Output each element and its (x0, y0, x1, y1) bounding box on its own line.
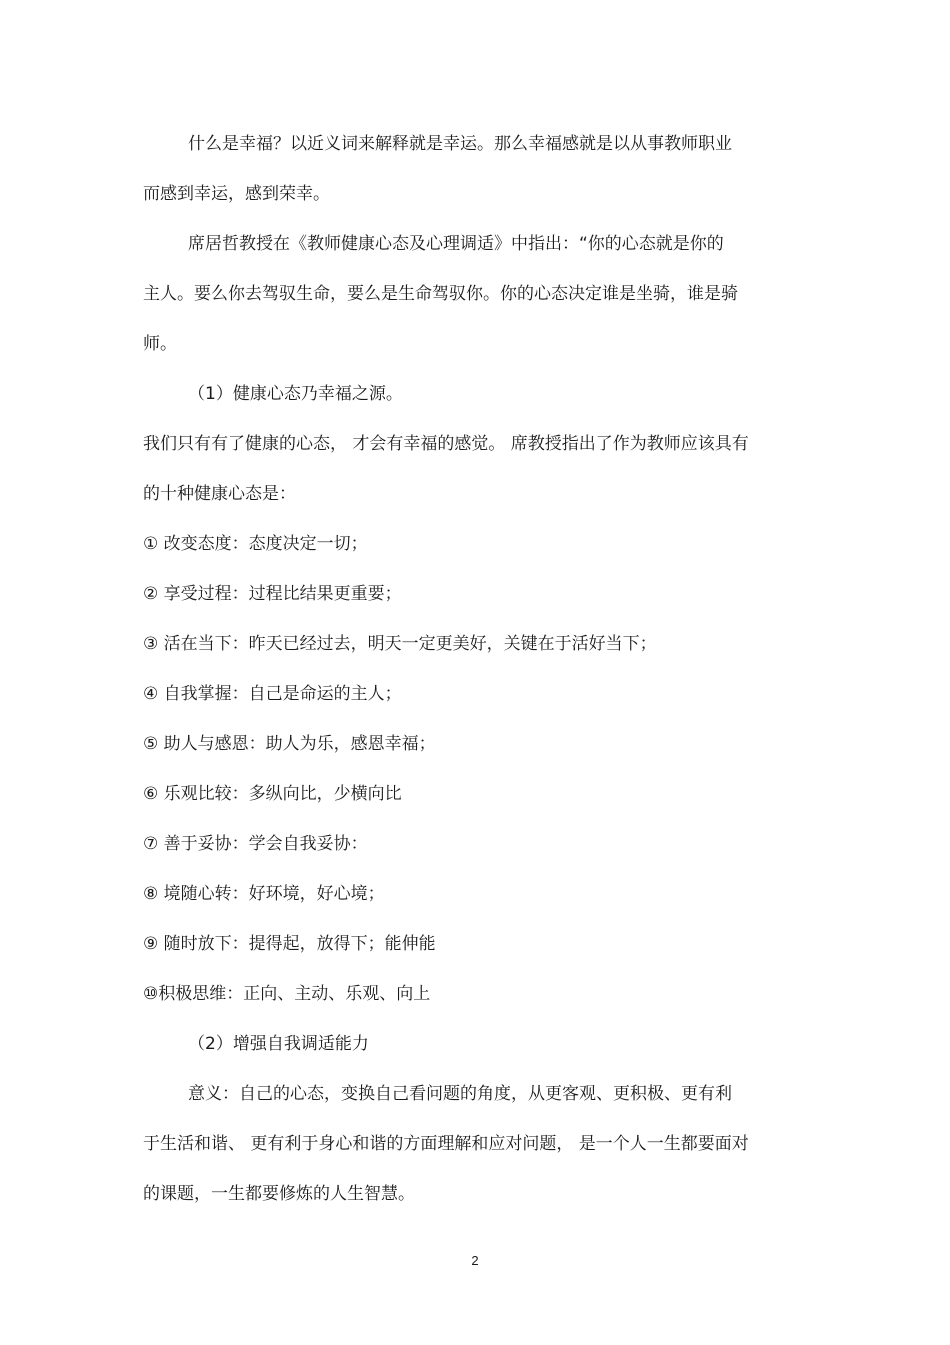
list-item-9: ⑨ 随时放下：提得起，放得下；能伸能 (143, 934, 436, 954)
section-heading-2: （2）增强自我调适能力 (188, 1034, 369, 1054)
list-item-4: ④ 自我掌握：自己是命运的主人； (143, 684, 402, 704)
paragraph-line-4: 主人。要么你去驾驭生命，要么是生命驾驭你。你的心态决定谁是坐骑，谁是骑 (143, 284, 738, 304)
paragraph-line-1: 什么是幸福？以近义词来解释就是幸运。那么幸福感就是以从事教师职业 (188, 134, 732, 154)
paragraph-line-21: 于生活和谐、 更有利于身心和谐的方面理解和应对问题， 是一个人一生都要面对 (143, 1134, 749, 1154)
list-item-5: ⑤ 助人与感恩：助人为乐，感恩幸福； (143, 734, 436, 754)
section-heading-1: （1）健康心态乃幸福之源。 (188, 384, 403, 404)
list-item-1: ① 改变态度：态度决定一切； (143, 534, 368, 554)
list-item-10: ⑩积极思维：正向、主动、乐观、向上 (143, 984, 431, 1004)
paragraph-line-5: 师。 (143, 334, 177, 354)
paragraph-line-8: 的十种健康心态是： (143, 484, 296, 504)
paragraph-line-2: 而感到幸运，感到荣幸。 (143, 184, 330, 204)
page-number: 2 (471, 1253, 479, 1268)
paragraph-line-20: 意义：自己的心态，变换自己看问题的角度，从更客观、更积极、更有利 (188, 1084, 732, 1104)
list-item-3: ③ 活在当下：昨天已经过去，明天一定更美好，关键在于活好当下； (143, 634, 657, 654)
list-item-2: ② 享受过程：过程比结果更重要； (143, 584, 402, 604)
paragraph-line-3: 席居哲教授在《教师健康心态及心理调适》中指出：“你的心态就是你的 (188, 234, 724, 254)
paragraph-line-22: 的课题，一生都要修炼的人生智慧。 (143, 1184, 415, 1204)
list-item-6: ⑥ 乐观比较：多纵向比，少横向比 (143, 784, 402, 804)
paragraph-line-7: 我们只有有了健康的心态， 才会有幸福的感觉。 席教授指出了作为教师应该具有 (143, 434, 749, 454)
list-item-7: ⑦ 善于妥协：学会自我妥协： (143, 834, 368, 854)
list-item-8: ⑧ 境随心转：好环境，好心境； (143, 884, 385, 904)
